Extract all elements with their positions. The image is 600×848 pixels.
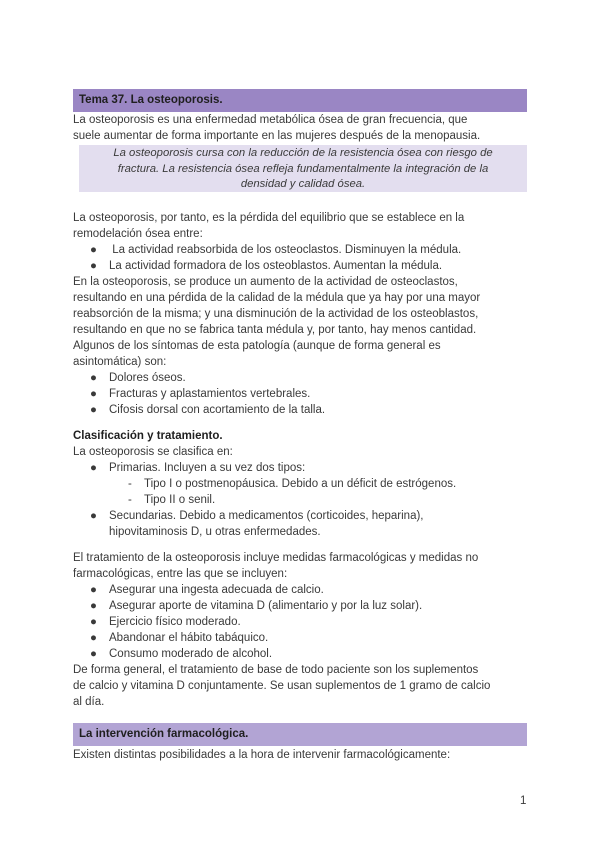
intro-line-2: suele aumentar de forma importante en las mujeres después de la menopausia. xyxy=(73,130,481,142)
list-item xyxy=(90,582,324,598)
list-item xyxy=(90,614,241,630)
list-item xyxy=(90,508,424,524)
list-item-text: Primarias. Incluyen a su vez dos tipos: xyxy=(109,462,306,474)
list-item xyxy=(90,460,305,476)
list-item xyxy=(90,402,325,418)
quote-line-2: fractura. La resistencia ósea refleja fundamentalmente la integración de la xyxy=(117,162,489,175)
paragraph-3-line-6: asintomática) son: xyxy=(73,356,167,368)
sub-list-item-text: Tipo II o senil. xyxy=(144,494,216,506)
list-item-text: Cifosis dorsal con acortamiento de la talla. xyxy=(109,404,326,416)
section-subheading-clasificacion: Clasificación y tratamiento. xyxy=(73,430,223,442)
list-item-text: Fracturas y aplastamientos vertebrales. xyxy=(109,388,311,400)
bullet-icon: ● xyxy=(90,600,97,612)
bullet-icon: ● xyxy=(90,244,97,256)
list-item-text: Asegurar una ingesta adecuada de calcio. xyxy=(109,584,324,596)
highlight-quote-box xyxy=(79,145,527,192)
bullet-icon: ● xyxy=(90,404,97,416)
list-item-text: Ejercicio físico moderado. xyxy=(109,616,241,628)
list-item-text: Consumo moderado de alcohol. xyxy=(109,648,273,660)
paragraph-2-line-2: remodelación ósea entre: xyxy=(73,228,203,240)
paragraph-2-line-1: La osteoporosis, por tanto, es la pérdida del equilibrio que se establece en la xyxy=(73,212,465,224)
list-item xyxy=(90,370,186,386)
list-item-text: Dolores óseos. xyxy=(109,372,186,384)
dash-icon: - xyxy=(128,478,132,490)
paragraph-3-line-5: Algunos de los síntomas de esta patología (aunque de forma general es xyxy=(73,340,441,352)
bullet-icon: ● xyxy=(90,616,97,628)
bullet-icon: ● xyxy=(90,372,97,384)
sub-list-item-text: Tipo I o postmenopáusica. Debido a un déficit de estrógenos. xyxy=(144,478,457,490)
list-item xyxy=(90,242,461,258)
page-number: 1 xyxy=(520,795,527,807)
list-item xyxy=(90,258,442,274)
list-item xyxy=(90,646,272,662)
paragraph-5-line-1: De forma general, el tratamiento de base de todo paciente son los suplementos xyxy=(73,664,479,676)
classification-intro: La osteoporosis se clasifica en: xyxy=(73,446,233,458)
bullet-icon: ● xyxy=(90,632,97,644)
paragraph-3-line-2: resultando en una pérdida de la calidad de la médula que ya hay por una mayor xyxy=(73,292,481,304)
paragraph-4-line-2: farmacológicas, entre las que se incluyen: xyxy=(73,568,288,580)
list-item xyxy=(90,630,268,646)
paragraph-5-line-2: de calcio y vitamina D conjuntamente. Se usan suplementos de 1 gramo de calcio xyxy=(73,680,491,692)
list-item xyxy=(90,598,422,614)
list-item xyxy=(90,386,310,402)
list-item-text: Asegurar aporte de vitamina D (alimentario y por la luz solar). xyxy=(109,600,423,612)
bullet-icon: ● xyxy=(90,584,97,596)
paragraph-5-line-3: al día. xyxy=(73,696,105,708)
list-item-text: La actividad reabsorbida de los osteoclastos. Disminuyen la médula. xyxy=(109,244,462,256)
intro-line-1: La osteoporosis es una enfermedad metabólica ósea de gran frecuencia, que xyxy=(73,114,468,126)
paragraph-3-line-3: reabsorción de la misma; y una disminución de la actividad de los osteoblastos, xyxy=(73,308,479,320)
dash-icon: - xyxy=(128,494,132,506)
quote-line-3: densidad y calidad ósea. xyxy=(240,178,366,190)
paragraph-4-line-1: El tratamiento de la osteoporosis incluye medidas farmacológicas y medidas no xyxy=(73,552,479,564)
list-item-continuation: hipovitaminosis D, u otras enfermedades. xyxy=(109,526,321,538)
list-item-text: Secundarias. Debido a medicamentos (corticoides, heparina), xyxy=(109,510,424,522)
paragraph-6: Existen distintas posibilidades a la hora de intervenir farmacológicamente: xyxy=(73,749,451,761)
bullet-icon: ● xyxy=(90,648,97,660)
section-heading-tema-37: Tema 37. La osteoporosis. xyxy=(73,89,527,112)
bullet-icon: ● xyxy=(90,260,97,272)
bullet-icon: ● xyxy=(90,462,97,474)
sub-list-item xyxy=(128,492,215,508)
quote-line-1: La osteoporosis cursa con la reducción de la resistencia ósea con riesgo de xyxy=(113,147,493,159)
section-heading-intervencion: La intervención farmacológica. xyxy=(73,723,527,746)
paragraph-3-line-4: resultando en que no se fabrica tanta médula y, por tanto, hay menos cantidad. xyxy=(73,324,477,336)
bullet-icon: ● xyxy=(90,388,97,400)
list-item-text: Abandonar el hábito tabáquico. xyxy=(109,632,269,644)
paragraph-3-line-1: En la osteoporosis, se produce un aumento de la actividad de osteoclastos, xyxy=(73,276,458,288)
list-item-text: La actividad formadora de los osteoblastos. Aumentan la médula. xyxy=(109,260,443,272)
bullet-icon: ● xyxy=(90,510,97,522)
sub-list-item xyxy=(128,476,456,492)
